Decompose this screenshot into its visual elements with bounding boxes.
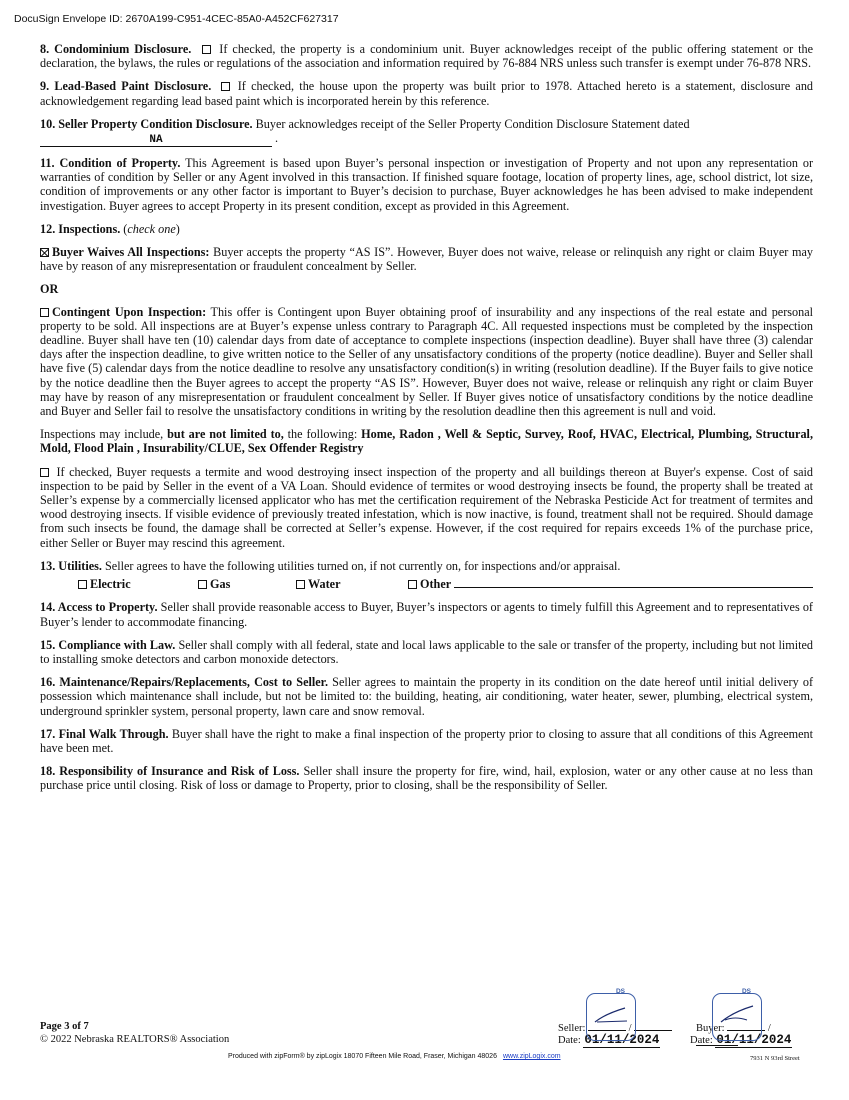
section-walk-through: 17. Final Walk Through. Buyer shall have the right to make a final inspection of the property prior to closing to assure that all conditions of this Agreement have been met. (40, 726, 813, 755)
section-title: 9. Lead-Based Paint Disclosure. (40, 79, 212, 94)
waive-inspections-option: Buyer Waives All Inspections: Buyer accepts the property “AS IS”. However, Buyer does not waive, release or relinquish any right or claim Buyer may have by reason of any misrepresentation or fraudulent concealment by Seller. (40, 245, 813, 274)
disclosure-date-field[interactable]: NA (40, 134, 272, 147)
utility-water[interactable]: Water (296, 577, 408, 591)
seller-signature-icon (591, 1000, 631, 1030)
copyright: © 2022 Nebraska REALTORS® Association (40, 1034, 230, 1045)
buyer-initials[interactable]: Buyer: / (696, 1019, 813, 1049)
section-title: 15. Compliance with Law. (40, 637, 176, 652)
produced-by: Produced with zipForm® by zipLogix 18070 Fifteen Mile Road, Fraser, Michigan 48026 www.zipLogix.com (228, 1053, 561, 1060)
buyer-date-value: 01/11/2024 (716, 1033, 792, 1047)
section-title: 11. Condition of Property. (40, 156, 181, 171)
condominium-checkbox[interactable] (202, 45, 211, 54)
section-condition: 11. Condition of Property. This Agreement is based upon Buyer’s personal inspection or investigation of Property and not upon any representation or warranties of condition by Seller or any Agent involved in this transaction. If finished square footage, location of property lines, age, school district, lot size, condition of improvements or any other factor is important to Buyer’s decision to purchase, Buyer acknowledges he has been advised to make independent investigation. Buyer agrees to accept Property in its present condition, except as provided in this Agreement. (40, 156, 813, 213)
termite-option: If checked, Buyer requests a termite and wood destroying insect inspection of the property and all buildings thereon at Buyer's expense. Cost of said inspection to be paid by Seller in the event of a VA Loan. Should evidence of termites or wood destroying insects be found, the property shall be treated at Seller’s expense by a commercially licensed applicator who has met the certification requirement of the Nebraska Pesticide Act for treatment of termites and wood destroying insects. If visible evidence of previously treated infestation, which is now inactive, is found, treatment shall not be required. Should damage from such insects be found, the damage shall be corrected at Seller’s expense. However, if the cost required for repairs exceeds 1% of the purchase price, either Seller or Buyer may rescind this agreement. (40, 464, 813, 550)
or-separator: OR (40, 282, 59, 297)
section-title: 13. Utilities. (40, 558, 102, 573)
utility-electric[interactable]: Electric (78, 577, 198, 591)
waive-inspections-checkbox[interactable] (40, 248, 49, 257)
section-title: 17. Final Walk Through. (40, 726, 169, 741)
contingent-inspection-checkbox[interactable] (40, 308, 49, 317)
page-number: Page 3 of 7 (40, 1021, 89, 1032)
property-address: 7931 N 93rd Street (750, 1055, 800, 1062)
utility-other[interactable]: Other (408, 577, 451, 591)
section-title: 12. Inspections. (40, 221, 121, 236)
section-title: 8. Condominium Disclosure. (40, 42, 192, 56)
section-condominium: 8. Condominium Disclosure. If checked, the property is a condominium unit. Buyer acknowledges receipt of the public offering statement or the declaration, the bylaws, the rules or regulations of the association and information required by 76-884 NRS unless such transfer is exempt under 76-878 NRS. (40, 42, 814, 71)
section-utilities: 13. Utilities. Seller agrees to have the following utilities turned on, if not currently on, for inspections and/or appraisal. (40, 558, 621, 573)
contingent-inspection-option: Contingent Upon Inspection: This offer is Contingent upon Buyer obtaining proof of insurability and any inspections of the real estate and personal property to be sold. All inspections are at Buyer’s expense unless contrary to Paragraph 4C. All requested inspections must be completed by the inspection deadline. Buyer shall have ten (10) calendar days from date of acceptance to complete inspections (inspection deadline). Buyer shall have three (3) calendar days after the inspection deadline, to give written notice to the Seller of any unsatisfactory conditions of the property (notice deadline). Buyer and Seller shall have five (5) calendar days from the notice deadline to resolve any unsatisfactory condition(s) in writing (resolution deadline). If the Buyer fails to give notice by the notice deadline then the Buyer agrees to accept the property “AS IS”. However, Buyer does not waive, release or relinquish any right or claim Buyer may have by reason of any misrepresentation or fraudulent concealment by Seller. If Buyer gives notice of unsatisfactory conditions by the notice deadline and Buyer and Seller fail to resolve the unsatisfactory conditions in writing by the resolution deadline then this agreement is null and void. (40, 304, 813, 419)
page-footer (40, 988, 813, 1081)
seller-date: Date: 01/11/2024 (558, 1033, 660, 1047)
envelope-id: DocuSign Envelope ID: 2670A199-C951-4CEC-85A0-A452CF627317 (14, 13, 339, 25)
section-compliance: 15. Compliance with Law. Seller shall comply with all federal, state and local laws applicable to the sale or transfer of the property, including but not limited to installing smoke detectors and carbon monoxide detectors. (40, 637, 813, 666)
seller-docusign-stamp: DS (586, 993, 636, 1041)
utility-other-field[interactable] (454, 575, 813, 588)
section-insurance: 18. Responsibility of Insurance and Risk of Loss. Seller shall insure the property for fire, wind, hail, explosion, water or any other cause at no less than purchase price until closing. Risk of loss or damage to Property, prior to closing, shall be the responsibility of Seller. (40, 764, 813, 793)
buyer-date: Date: 01/11/2024 (690, 1033, 792, 1047)
section-title: 10. Seller Property Condition Disclosure. (40, 116, 253, 131)
utilities-options (78, 575, 813, 591)
seller-date-value: 01/11/2024 (584, 1033, 660, 1047)
section-inspections: 12. Inspections. (check one) (40, 221, 180, 236)
buyer-docusign-stamp: DS (712, 993, 762, 1041)
section-title: 14. Access to Property. (40, 600, 158, 615)
utility-gas[interactable]: Gas (198, 577, 296, 591)
document-body (40, 42, 813, 802)
section-maintenance: 16. Maintenance/Repairs/Replacements, Cost to Seller. Seller agrees to maintain the property in its condition on the date hereof until initial delivery of possession which maintenance shall include, but not be limited to: the building, heating, air conditioning, water heater, sewer, plumbing, electrical system, underground sprinkler system, personal property, lawn care and snow removal. (40, 675, 814, 718)
seller-initials[interactable]: Seller: / (558, 1019, 672, 1034)
section-lead-paint: 9. Lead-Based Paint Disclosure. If checked, the house upon the property was built prior to 1978. Attached hereto is a statement, disclosure and acknowledgement regarding lead based paint which is incorporated herein by this reference. (40, 79, 814, 108)
inspection-list: Inspections may include, but are not limited to, the following: Home, Radon , Well & Septic, Survey, Roof, HVAC, Electrical, Plumbing, Structural, Mold, Flood Plain , Insurability/CLUE, Sex Offender Registry (40, 427, 813, 456)
termite-checkbox[interactable] (40, 468, 49, 477)
section-title: 16. Maintenance/Repairs/Replacements, Cost to Seller. (40, 675, 329, 690)
lead-paint-checkbox[interactable] (221, 82, 230, 91)
section-title: 18. Responsibility of Insurance and Risk of Loss. (40, 764, 300, 779)
section-seller-disclosure: 10. Seller Property Condition Disclosure. Buyer acknowledges receipt of the Seller Property Condition Disclosure Statement dated NA . (40, 116, 690, 147)
ziplogix-link[interactable]: www.zipLogix.com (502, 1053, 561, 1060)
buyer-signature-icon (717, 1000, 757, 1030)
section-access: 14. Access to Property. Seller shall provide reasonable access to Buyer, Buyer’s inspectors or agents to timely fulfill this Agreement and to representatives of Buyer’s lender to accommodate financing. (40, 600, 813, 629)
